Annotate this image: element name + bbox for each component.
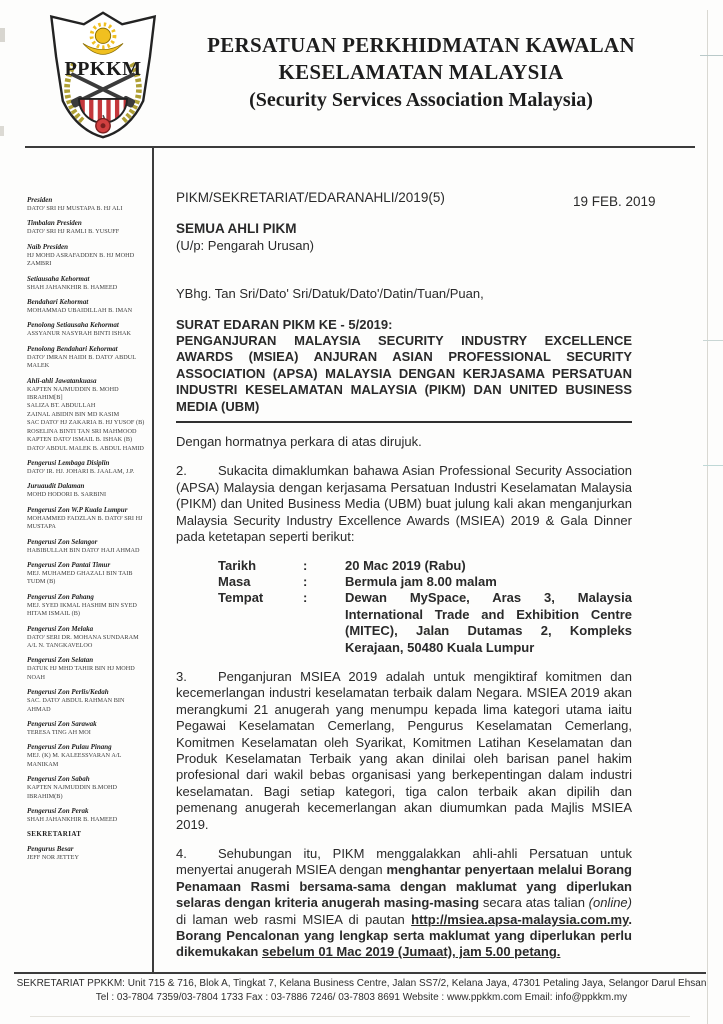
sidebar-officer-group xyxy=(27,196,149,213)
officer-title: Penolong Bendahari Kehormat xyxy=(27,344,118,353)
schedule-row-tempat xyxy=(218,590,632,656)
officer-name: SAC DATO' HJ ZAKARIA B. HJ YUSOF (B) xyxy=(27,419,145,427)
officer-name: MOHD HODORI B. SARBINI xyxy=(27,491,107,499)
text-segment: (online) xyxy=(588,895,632,911)
schedule-colon: : xyxy=(303,590,308,606)
paragraph-rich-text xyxy=(176,846,632,959)
officer-name: KAPTEN NAJMUDDIN B.MOHD IBRAHIM(B) xyxy=(27,784,118,800)
paragraph-text: Sukacita dimaklumkan bahawa Asian Professional Security Association (APSA) Malaysia dengan kerjasama Persatuan Industri Keselamatan Malaysia (PIKM) dan United Business Media (UBM) buat julung kali akan menganjurkan Malaysia Security Industry Excellence Awards (MSIEA) 2019 & Gala Dinner pada ketetapan seperti berikut: xyxy=(176,463,632,545)
officer-title: Naib Presiden xyxy=(27,242,69,251)
officer-name: KAPTEN DATO' ISMAIL B. ISHAK (B) xyxy=(27,436,133,444)
sidebar-officer-group xyxy=(27,561,149,587)
officer-name: HABIBULLAH BIN DATO' HAJI AHMAD xyxy=(27,546,140,554)
org-name-line2: KESELAMATAN MALAYSIA xyxy=(278,60,564,84)
officer-name: ASSYANUR NASYRAH BINTI ISHAK xyxy=(27,330,132,338)
sidebar-officer-group xyxy=(27,720,149,737)
sidebar-officer-group xyxy=(27,298,149,315)
officer-name: SAC. DATO' ABDUL RAHMAN BIN AHMAD xyxy=(27,697,125,713)
text-segment: di laman web rasmi MSIEA di pautan xyxy=(176,911,412,927)
sidebar-officer-group xyxy=(27,775,149,801)
footer-divider xyxy=(14,972,706,974)
officer-name: DATO' SRI HJ MUSTAPA B. HJ ALI xyxy=(27,205,123,212)
subject-line1: SURAT EDARAN PIKM KE - 5/2019: xyxy=(176,316,393,332)
org-name-english: (Security Services Association Malaysia) xyxy=(249,89,593,111)
officer-title: Ahli-ahli Jawatankuasa xyxy=(27,376,97,385)
officer-title: Presiden xyxy=(27,196,53,204)
paragraph-4 xyxy=(176,846,632,961)
footer-contacts: Tel : 03-7804 7359/03-7804 1733 Fax : 03-7886 7246/ 03-7803 8691 Website : www.ppkkm.com Email: info@ppkkm.my xyxy=(95,991,628,1003)
officer-title: Pengerusi Zon Selatan xyxy=(27,656,94,665)
sidebar-officer-group xyxy=(27,321,149,338)
scan-edge-artifact xyxy=(0,126,4,136)
sidebar-officer-group xyxy=(27,625,149,651)
org-title-block xyxy=(182,32,660,114)
scan-edge-artifact xyxy=(703,465,723,466)
officer-name: SALIZA BT. ABDULLAH xyxy=(27,402,96,410)
officer-name: TERESA TING AH MOI xyxy=(27,729,91,736)
officer-name: MEJ. (K) M. KALEESSVARAN A/L MANIKAM xyxy=(27,752,122,768)
scan-edge-artifact xyxy=(707,10,708,1024)
schedule-label: Tempat xyxy=(218,590,264,606)
text-segment: menghantar penyertaan melalui Borang Penamaan Rasmi bersama-sama dengan maklumat yang diperlukan selaras dengan kriteria anugerah masing-masing xyxy=(176,862,632,911)
officer-title: Bendahari Kehormat xyxy=(27,298,89,307)
officer-title: Timbalan Presiden xyxy=(27,219,82,228)
officer-title: Pengerusi Zon Perlis/Kedah xyxy=(27,688,109,697)
officer-name: DATO' IR. HJ. JOHARI B. JAALAM, J.P. xyxy=(27,467,135,475)
officer-title: Setiausaha Kehormat xyxy=(27,274,90,283)
officer-title: Pengerusi Zon Pulau Pinang xyxy=(27,743,112,752)
officer-name: DATO' SERI DR. MOHANA SUNDARAM A/L N. TANGKAVELOO xyxy=(27,633,139,649)
text-segment: Sehubungan itu, PIKM menggalakkan ahli-ahli Persatuan untuk menyertai anugerah MSIEA dengan xyxy=(176,846,632,878)
footer-address: SEKRETARIAT PPKKM: Unit 715 & 716, Blok A, Tingkat 7, Kelana Business Centre, Jalan SS7/2, Kelana Jaya, 47301 Petaling Jaya, Selangor Darul Ehsan xyxy=(16,978,707,989)
recipient-attention: (U/p: Pengarah Urusan) xyxy=(176,237,315,253)
officer-name: KAPTEN NAJMUDDIN B. MOHD IBRAHIM[B] xyxy=(27,385,119,402)
subject-block xyxy=(176,317,632,415)
text-segment: sebelum 01 Mac 2019 (Jumaat), jam 5.00 petang. xyxy=(262,944,561,960)
schedule-value: Bermula jam 8.00 malam xyxy=(345,573,497,589)
schedule-colon: : xyxy=(303,557,308,573)
schedule-label: Masa xyxy=(218,573,251,589)
scan-edge-artifact xyxy=(0,28,5,42)
officer-title: Juruaudit Dalaman xyxy=(27,482,85,491)
officer-title: Pengerusi Zon Sarawak xyxy=(27,720,97,728)
letterhead-divider xyxy=(25,146,695,148)
sidebar-officer-group xyxy=(27,243,149,269)
recipient-to: SEMUA AHLI PIKM xyxy=(176,221,297,237)
sun-icon xyxy=(95,28,110,43)
org-name-line1: PERSATUAN PERKHIDMATAN KAWALAN xyxy=(207,33,635,57)
officer-name: SHAH JAHANKHIR B. HAMEED xyxy=(27,283,118,291)
letter-body xyxy=(176,190,632,961)
paragraph-text: Penganjuran MSIEA 2019 adalah untuk mengiktiraf komitmen dan kecemerlangan industri keselamatan terbaik dalam Negara. MSIEA 2019 akan merangkumi 21 anugerah yang menumpu kepada lima kategori utama iaitu Pegawai Keselamatan Cemerlang, Pengurus Keselamatan Cemerlang, Komitmen Keselamatan oleh Syarikat, Komitmen Latihan Keselamatan dan Produk Keselamatan Terbaik yang akan dinilai oleh barisan panel hakim profesional dari wakil bebas organisasi yang berkepentingan dalam industri keselamatan. Bagi setiap kategori, tiga calon terbaik akan dipilih dan pemenang anugerah kecemerlangan akan diumumkan pada Majlis MSIEA 2019. xyxy=(176,668,632,832)
scan-edge-artifact xyxy=(700,55,723,56)
schedule-value: Dewan MySpace, Aras 3, Malaysia International Trade and Exhibition Centre (MITEC), Jalan Dutamas 2, Kompleks Kerajaan, 50480 Kuala Lumpur xyxy=(345,590,632,655)
paragraph-number: 3. xyxy=(176,668,187,684)
sidebar-officer-group xyxy=(27,345,149,371)
date-stamp: 19 FEB. 2019 xyxy=(573,194,656,209)
sidebar-officer-list xyxy=(27,196,149,869)
officer-name: ZAINAL ABIDIN BIN MD KASIM xyxy=(27,410,120,418)
sidebar-officer-group xyxy=(27,593,149,619)
sidebar-officer-group xyxy=(27,807,149,824)
text-segment: secara atas talian xyxy=(479,895,589,911)
sidebar-officer-group xyxy=(27,482,149,499)
reference-number: PIKM/SEKRETARIAT/EDARANAHLI/2019(5) xyxy=(176,190,445,205)
footer xyxy=(0,977,723,1004)
paragraph-3 xyxy=(176,669,632,833)
officer-title: Pengerusi Zon Melaka xyxy=(27,624,94,633)
schedule-label: Tarikh xyxy=(218,557,257,573)
officer-title: Pengerusi Zon Perak xyxy=(27,807,89,816)
logo-text: PPKKM xyxy=(64,58,142,80)
recipient-block xyxy=(176,221,632,254)
schedule-row-masa xyxy=(218,574,632,590)
officer-title: Pengurus Besar xyxy=(27,845,74,854)
officer-name: MOHAMMED FADZLAN B. DATO' SRI HJ MUSTAPA xyxy=(27,514,143,531)
sidebar-divider xyxy=(152,146,154,973)
officer-name: HJ MOHD ASRAFADDEN B. HJ MOHD ZAMBRI xyxy=(27,251,135,268)
officer-name: DATO' IMRAN HAIDI B. DATO' ABDUL MALEK xyxy=(27,353,136,370)
paragraph-number: 4. xyxy=(176,846,187,861)
officer-title: Pengerusi Zon Selangor xyxy=(27,537,98,546)
officer-title: SEKRETARIAT xyxy=(27,830,82,839)
officer-name: MEJ. MUHAMED GHAZALI BIN TAIB TUDM (B) xyxy=(27,569,133,586)
officer-name: MOHAMMAD UBAIDILLAH B. IMAN xyxy=(27,307,133,315)
opening-line: Dengan hormatnya perkara di atas dirujuk. xyxy=(176,434,422,450)
officer-name: JEFF NOR JETTEY xyxy=(27,854,79,862)
subject-text: PENGANJURAN MALAYSIA SECURITY INDUSTRY EXCELLENCE AWARDS (MSIEA) ANJURAN ASIAN PROFESSIONAL SECURITY ASSOCIATION (APSA) MALAYSIA DENGAN KERJASAMA PERSATUAN INDUSTRI KESELAMATAN MALAYSIA (PIKM) DAN UNITED BUSINESS MEDIA (UBM) xyxy=(176,333,632,414)
officer-title: Penolong Setiausaha Kehormat xyxy=(27,321,119,330)
officer-name: DATO' SRI HJ RAMLI B. YUSUFF xyxy=(27,228,120,236)
scan-edge-artifact xyxy=(703,340,723,341)
scan-edge-artifact xyxy=(30,1016,690,1017)
officer-name: ROSELINA BINTI TAN SRI MAHMOOD xyxy=(27,427,137,435)
text-segment: . Borang Pencalonan yang lengkap serta maklumat yang diperlukan perlu dikemukakan xyxy=(176,911,632,960)
sidebar-officer-group xyxy=(27,688,149,714)
sidebar-officer-group xyxy=(27,377,149,453)
sidebar-officer-group xyxy=(27,656,149,682)
event-schedule xyxy=(218,558,632,656)
officer-title: Pengerusi Zon Sabah xyxy=(27,775,90,784)
paragraph-2 xyxy=(176,463,632,545)
officer-title: Pengerusi Lembaga Disiplin xyxy=(27,458,110,467)
paragraph-number: 2. xyxy=(176,463,187,479)
msiea-url: http://msiea.apsa-malaysia.com.my xyxy=(411,911,629,927)
sidebar-officer-group xyxy=(27,845,149,862)
officer-name: SHAH JAHANKHIR B. HAMEED xyxy=(27,816,118,824)
officer-name: DATO' ABDUL MALEK B. ABDUL HAMID xyxy=(27,444,144,452)
officer-title: Pengerusi Zon Pahang xyxy=(27,592,94,601)
sidebar-officer-group xyxy=(27,743,149,769)
officer-title: Pengerusi Zon Pantai Timur xyxy=(27,560,111,569)
officer-name: DATUK HJ MHD TAHIR BIN HJ MOHD NOAH xyxy=(27,665,135,681)
officer-title: Pengerusi Zon W.P Kuala Lumpur xyxy=(27,505,128,514)
ppkkm-logo xyxy=(36,6,170,144)
schedule-colon: : xyxy=(303,573,308,589)
sidebar-officer-group xyxy=(27,219,149,236)
sidebar-officer-group xyxy=(27,275,149,292)
officer-name: MEJ. SYED IKMAL HASHIM BIN SYED HITAM ISMAIL (B) xyxy=(27,601,137,618)
sidebar-officer-group xyxy=(27,538,149,555)
subject-underline xyxy=(176,421,632,423)
schedule-row-tarikh xyxy=(218,558,632,574)
sidebar-officer-group xyxy=(27,830,149,839)
salutation: YBhg. Tan Sri/Dato' Sri/Datuk/Dato'/Datin/Tuan/Puan, xyxy=(176,286,484,302)
sidebar-officer-group xyxy=(27,459,149,476)
sidebar-officer-group xyxy=(27,506,149,532)
schedule-value: 20 Mac 2019 (Rabu) xyxy=(345,557,466,573)
